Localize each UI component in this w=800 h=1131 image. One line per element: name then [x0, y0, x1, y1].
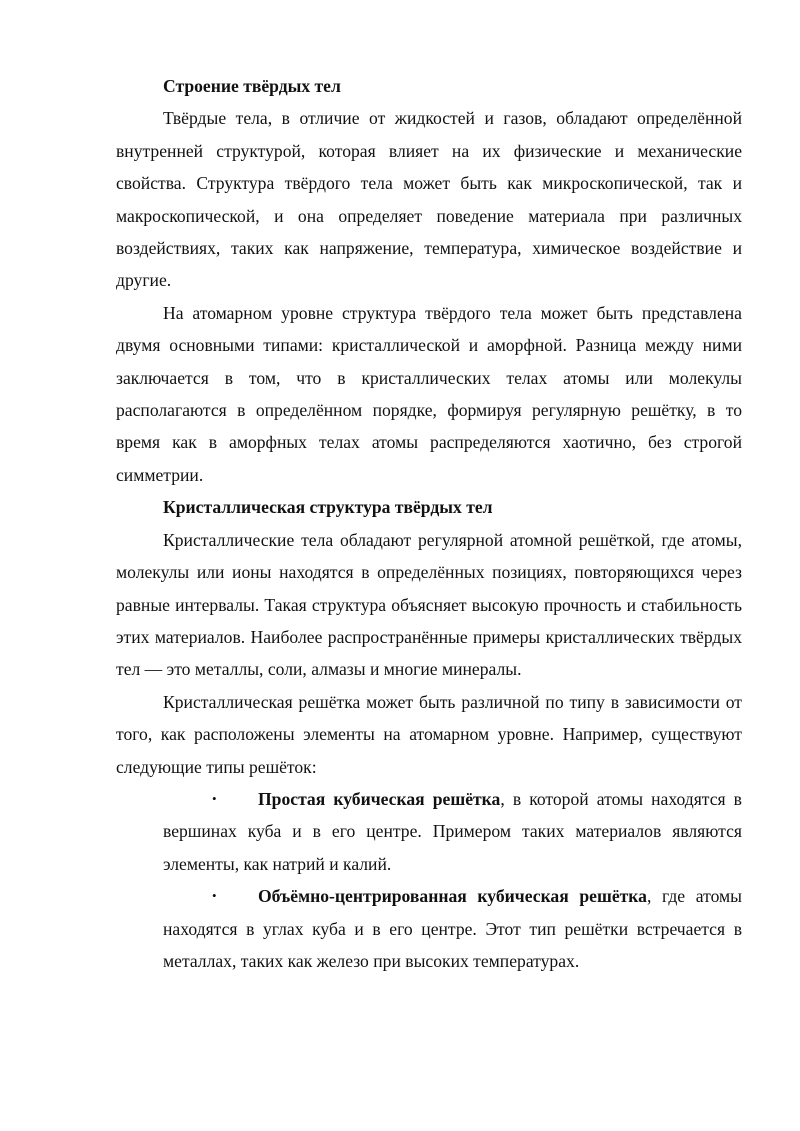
- paragraph-solids-intro: Твёрдые тела, в отличие от жидкостей и газов, обладают определённой внутренней структурой, которая влияет на их физические и механические свойства. Структура твёрдого тела может быть как микроскопической, так и макроскопической, и она определяет поведение материала при различных воздействиях, таких как напряжение, температура, химическое воздействие и другие.: [116, 108, 742, 291]
- bullet-icon: •: [212, 888, 217, 904]
- list-item-simple-cubic: [163, 783, 742, 880]
- section-heading-crystal-structure: Кристаллическая структура твёрдых тел: [163, 497, 493, 518]
- paragraph-atomic-level: На атомарном уровне структура твёрдого тела может быть представлена двумя основными типами: кристаллической и аморфной. Разница между ними заключается в том, что в кристаллических телах атомы или молекулы располагаются в определённом порядке, формируя регулярную решётку, в то время как в аморфных телах атомы распределяются хаотично, без строгой симметрии.: [116, 302, 742, 485]
- paragraph-lattice-types: Кристаллическая решётка может быть различной по типу в зависимости от того, как расположены элементы на атомарном уровне. Например, существуют следующие типы решёток:: [116, 691, 742, 777]
- lattice-types-list: [116, 783, 742, 977]
- bullet-icon: •: [212, 790, 217, 806]
- list-item-title: Объёмно-центрированная кубическая решётка: [258, 886, 647, 907]
- list-item-body-centered-cubic: [163, 880, 742, 977]
- list-item-text: , где атомы находятся в углах куба и в его центре. Этот тип решётки встречается в металлах, таких как железо при высоких температурах.: [163, 886, 742, 971]
- paragraph-crystal-bodies: Кристаллические тела обладают регулярной атомной решёткой, где атомы, молекулы или ионы находятся в определённых позициях, повторяющихся через равные интервалы. Такая структура объясняет высокую прочность и стабильность этих материалов. Наиболее распространённые примеры кристаллических твёрдых тел — это металлы, соли, алмазы и многие минералы.: [116, 529, 742, 680]
- section-heading-solid-structure: Строение твёрдых тел: [163, 76, 341, 96]
- document-page: [116, 70, 742, 977]
- list-item-title: Простая кубическая решётка: [258, 788, 501, 809]
- list-item-text: , в которой атомы находятся в вершинах куба и в его центре. Примером таких материалов являются элементы, как натрий и калий.: [163, 788, 742, 874]
